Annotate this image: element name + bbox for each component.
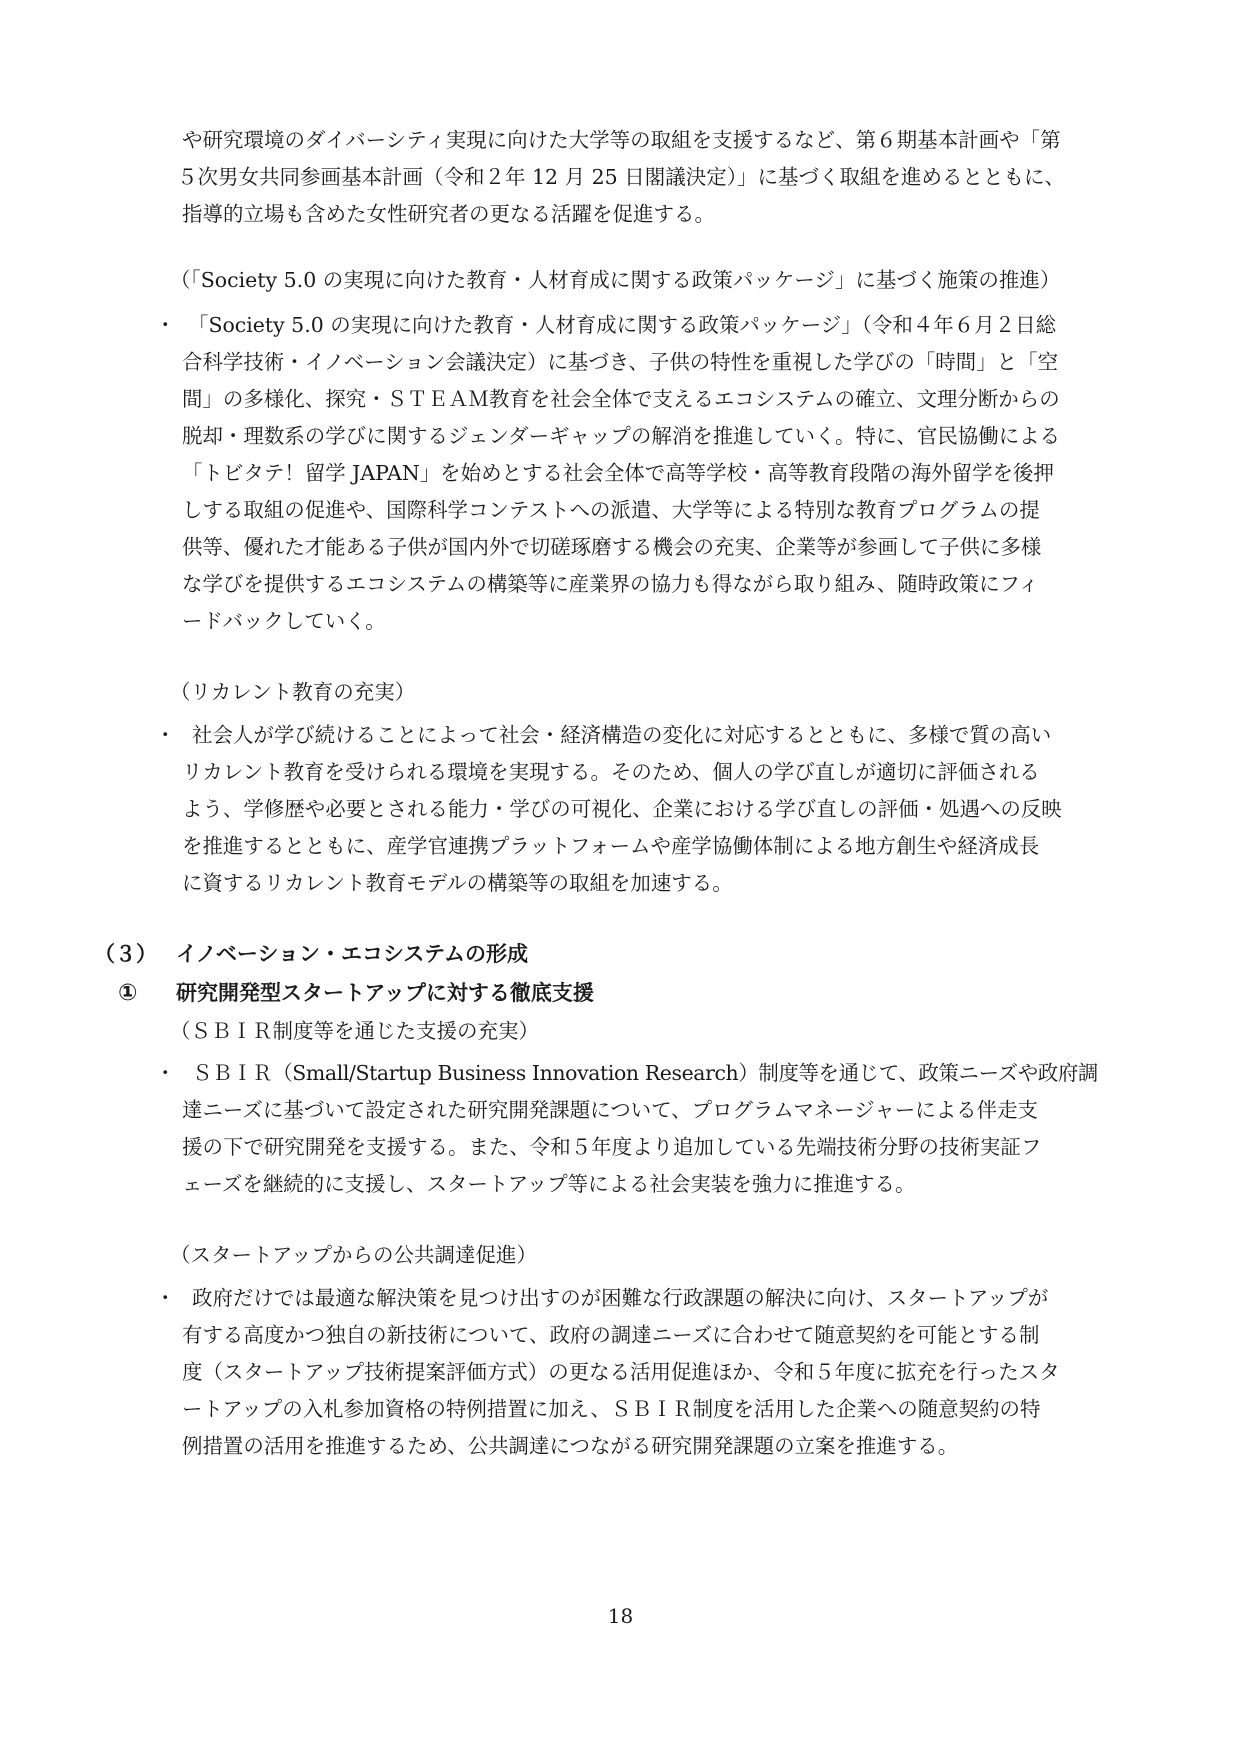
- text-line: ードバックしていく。: [182, 609, 386, 633]
- text-line: 度（スタートアップ技術提案評価方式）の更なる活用促進ほか、令和５年度に拡充を行ったスタ: [182, 1360, 1060, 1384]
- sbir-heading: （ＳＢＩＲ制度等を通じた支援の充実）: [170, 1019, 539, 1043]
- text-line: 「トビタテ！留学 JAPAN」を始めとする社会全体で高等学校・高等教育段階の海外留学を後押: [182, 461, 1054, 485]
- text-line: 例措置の活用を推進するため、公共調達につながる研究開発課題の立案を推進する。: [182, 1434, 959, 1458]
- text-line: 脱却・理数系の学びに関するジェンダーギャップの解消を推進していく。特に、官民協働による: [182, 424, 1061, 448]
- society-paragraph: [182, 307, 1162, 640]
- bullet: ・: [155, 723, 176, 747]
- page-number: 18: [607, 1604, 634, 1628]
- text-line: を推進するとともに、産学官連携プラットフォームや産学協働体制による地方創生や経済成長: [182, 834, 1040, 858]
- text-line: 達ニーズに基づいて設定された研究開発課題について、プログラムマネージャーによる伴走支: [182, 1098, 1039, 1122]
- text-line: 間」の多様化、探究・ＳＴＥＡＭ教育を社会全体で支えるエコシステムの確立、文理分断からの: [182, 387, 1060, 411]
- procurement-paragraph: [182, 1280, 1162, 1465]
- bullet: ・: [155, 1061, 176, 1085]
- text-line: 援の下で研究開発を支援する。また、令和５年度より追加している先端技術分野の技術実証フ: [182, 1135, 1042, 1159]
- text-line: ートアップの入札参加資格の特例措置に加え、ＳＢＩＲ制度を活用した企業への随意契約の特: [182, 1397, 1041, 1421]
- text-line: ェーズを継続的に支援し、スタートアップ等による社会実装を強力に推進する。: [182, 1172, 916, 1196]
- text-line: に資するリカレント教育モデルの構築等の取組を加速する。: [182, 871, 733, 895]
- text-line: しする取組の促進や、国際科学コンテストへの派遣、大学等による特別な教育プログラムの提: [182, 498, 1040, 522]
- recurrent-paragraph: [182, 717, 1162, 902]
- text-line: 供等、優れた才能ある子供が国内外で切磋琢磨する機会の充実、企業等が参画して子供に多様: [182, 535, 1042, 559]
- text-line: よう、学修歴や必要とされる能力・学びの可視化、企業における学び直しの評価・処遇への反映: [182, 797, 1062, 821]
- text-line: 指導的立場も含めた女性研究者の更なる活躍を促進する。: [182, 202, 715, 226]
- procurement-heading: （スタートアップからの公共調達促進）: [170, 1243, 537, 1267]
- society-heading: （「Society 5.0 の実現に向けた教育・人材育成に関する政策パッケージ」に基づく施策の推進）: [170, 268, 1061, 292]
- text-line: 政府だけでは最適な解決策を見つけ出すのが困難な行政課題の解決に向け、スタートアップが: [192, 1286, 1049, 1310]
- section-title: イノベーション・エコシステムの形成: [176, 942, 528, 966]
- text-line: ５次男女共同参画基本計画（令和２年 12 月 25 日閣議決定）」に基づく取組を進めるとともに、: [177, 165, 1065, 189]
- section-number: （３）: [94, 942, 157, 966]
- intro-paragraph: [177, 122, 1152, 233]
- text-line: 有する高度かつ独自の新技術について、政府の調達ニーズに合わせて随意契約を可能とする制: [182, 1323, 1040, 1347]
- text-line: ＳＢＩＲ（Small/Startup Business Innovation Research）制度等を通じて、政策ニーズや政府調: [192, 1061, 1098, 1085]
- text-line: な学びを提供するエコシステムの構築等に産業界の協力も得ながら取り組み、随時政策にフィ: [182, 572, 1039, 596]
- text-line: 合科学技術・イノベーション会議決定）に基づき、子供の特性を重視した学びの「時間」と「空: [182, 350, 1059, 374]
- recurrent-heading: （リカレント教育の充実）: [170, 680, 416, 704]
- subsection-title: 研究開発型スタートアップに対する徹底支援: [176, 981, 594, 1005]
- text-line: や研究環境のダイバーシティ実現に向けた大学等の取組を支援するなど、第６期基本計画や「第: [182, 128, 1061, 152]
- subsection-number: ①: [118, 980, 138, 1006]
- text-line: 社会人が学び続けることによって社会・経済構造の変化に対応するとともに、多様で質の高い: [192, 723, 1052, 747]
- bullet: ・: [155, 1286, 176, 1310]
- text-line: リカレント教育を受けられる環境を実現する。そのため、個人の学び直しが適切に評価される: [182, 760, 1040, 784]
- text-line: 「Society 5.0 の実現に向けた教育・人材育成に関する政策パッケージ」（令和４年６月２日総: [188, 313, 1057, 337]
- sbir-paragraph: [182, 1055, 1162, 1203]
- bullet: ・: [155, 313, 176, 337]
